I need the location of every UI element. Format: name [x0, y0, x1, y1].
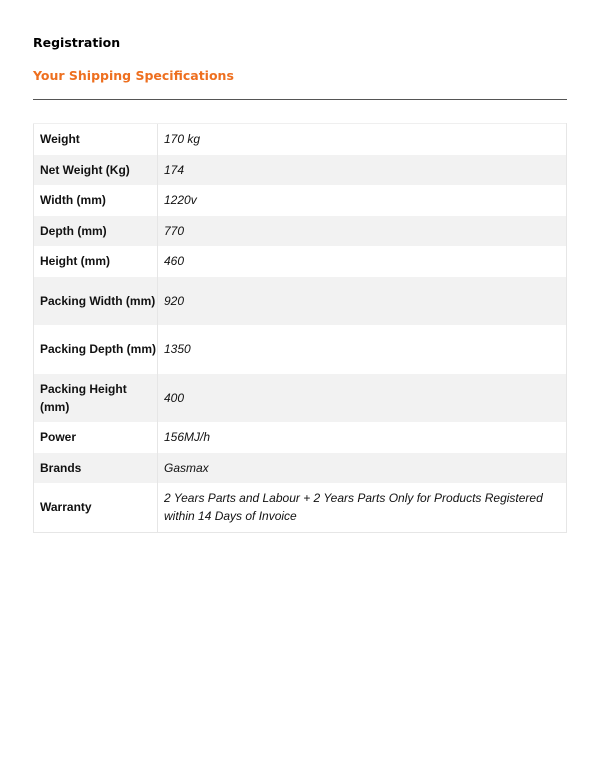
spec-value: 1350 — [158, 325, 567, 374]
title-divider — [33, 99, 567, 100]
spec-label: Depth (mm) — [34, 216, 158, 247]
spec-row-power — [34, 422, 567, 453]
spec-row-width — [34, 185, 567, 216]
spec-label: Packing Height (mm) — [34, 374, 158, 423]
spec-label: Brands — [34, 453, 158, 484]
registration-heading: Registration — [33, 35, 121, 50]
spec-row-warranty — [34, 483, 567, 532]
spec-row-packing-width — [34, 277, 567, 326]
spec-row-net-weight — [34, 155, 567, 186]
spec-row-depth — [34, 216, 567, 247]
spec-value: 2 Years Parts and Labour + 2 Years Parts Only for Products Registered within 14 Days of Invoice — [158, 483, 567, 532]
spec-value: 460 — [158, 246, 567, 277]
shipping-specifications-table — [33, 123, 567, 533]
spec-value: 170 kg — [158, 124, 567, 155]
spec-value: 400 — [158, 374, 567, 423]
spec-value: 1220v — [158, 185, 567, 216]
shipping-specifications-title: Your Shipping Specifications — [33, 68, 234, 83]
spec-row-weight — [34, 124, 567, 155]
spec-label: Packing Depth (mm) — [34, 325, 158, 374]
spec-label: Height (mm) — [34, 246, 158, 277]
spec-label: Packing Width (mm) — [34, 277, 158, 326]
spec-row-brands — [34, 453, 567, 484]
spec-label: Weight — [34, 124, 158, 155]
spec-row-packing-height — [34, 374, 567, 423]
spec-row-packing-depth — [34, 325, 567, 374]
spec-label: Net Weight (Kg) — [34, 155, 158, 186]
spec-value: 770 — [158, 216, 567, 247]
spec-value: 174 — [158, 155, 567, 186]
spec-row-height — [34, 246, 567, 277]
spec-label: Power — [34, 422, 158, 453]
spec-label: Warranty — [34, 483, 158, 532]
spec-value: 920 — [158, 277, 567, 326]
spec-value: 156MJ/h — [158, 422, 567, 453]
spec-label: Width (mm) — [34, 185, 158, 216]
spec-value: Gasmax — [158, 453, 567, 484]
